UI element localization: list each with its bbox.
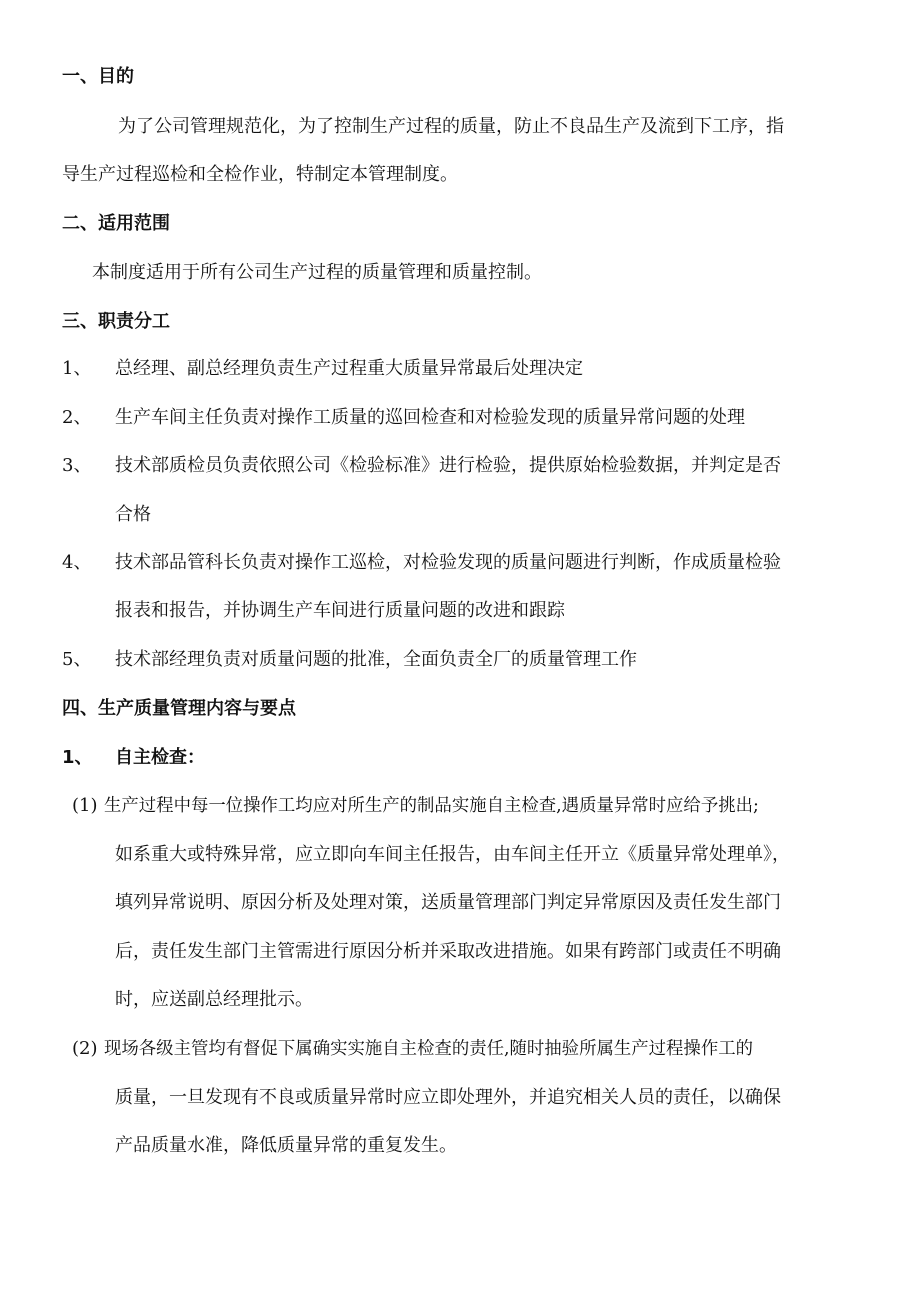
duty-line-4a: 技术部品管科长负责对操作工巡检，对检验发现的质量问题进行判断，作成质量检验 [115,552,781,573]
subsection-number: 1、 [62,747,93,768]
duty-line-3a: 技术部质检员负责依照公司《检验标准》进行检验，提供原始检验数据，并判定是否 [115,455,781,476]
duty-line-4b: 报表和报告，并协调生产车间进行质量问题的改进和跟踪 [115,600,565,621]
purpose-line-2: 导生产过程巡检和全检作业，特制定本管理制度。 [62,164,458,185]
paragraph-2-line-2: 质量，一旦发现有不良或质量异常时应立即处理外，并追究相关人员的责任，以确保 [115,1087,781,1108]
section-title-duties: 三、职责分工 [62,311,170,332]
subsection-title: 自主检查： [115,747,205,768]
paragraph-1-line-4: 后，责任发生部门主管需进行原因分析并采取改进措施。如果有跨部门或责任不明确 [115,941,781,962]
duty-number-2: 2、 [62,407,92,428]
duty-number-4: 4、 [62,552,92,573]
purpose-line-1: 为了公司管理规范化，为了控制生产过程的质量，防止不良品生产及流到下工序，指 [118,116,784,137]
paragraph-2-line-1: 现场各级主管均有督促下属确实实施自主检查的责任,随时抽验所属生产过程操作工的 [104,1039,753,1059]
paragraph-label-1: (1) [72,795,98,816]
section-title-scope: 二、适用范围 [62,213,170,234]
paragraph-1-line-5: 时，应送副总经理批示。 [115,989,313,1010]
duty-number-1: 1、 [62,358,92,379]
paragraph-label-2: (2) [72,1038,98,1059]
scope-line-1: 本制度适用于所有公司生产过程的质量管理和质量控制。 [92,262,542,283]
paragraph-1-line-3: 填列异常说明、原因分析及处理对策，送质量管理部门判定异常原因及责任发生部门 [115,892,781,913]
paragraph-1-line-1: 生产过程中每一位操作工均应对所生产的制品实施自主检查,遇质量异常时应给予挑出; [104,796,759,816]
duty-number-3: 3、 [62,455,92,476]
duty-line-5: 技术部经理负责对质量问题的批准，全面负责全厂的质量管理工作 [115,649,637,670]
duty-line-3b: 合格 [115,504,151,525]
section-title-content: 四、生产质量管理内容与要点 [62,698,296,719]
duty-number-5: 5、 [62,649,92,670]
duty-line-1: 总经理、副总经理负责生产过程重大质量异常最后处理决定 [115,358,583,379]
section-title-purpose: 一、目的 [62,66,134,87]
duty-line-2: 生产车间主任负责对操作工质量的巡回检查和对检验发现的质量异常问题的处理 [115,407,745,428]
paragraph-1-line-2: 如系重大或特殊异常，应立即向车间主任报告，由车间主任开立《质量异常处理单》， [115,844,790,865]
paragraph-2-line-3: 产品质量水准，降低质量异常的重复发生。 [115,1135,457,1156]
